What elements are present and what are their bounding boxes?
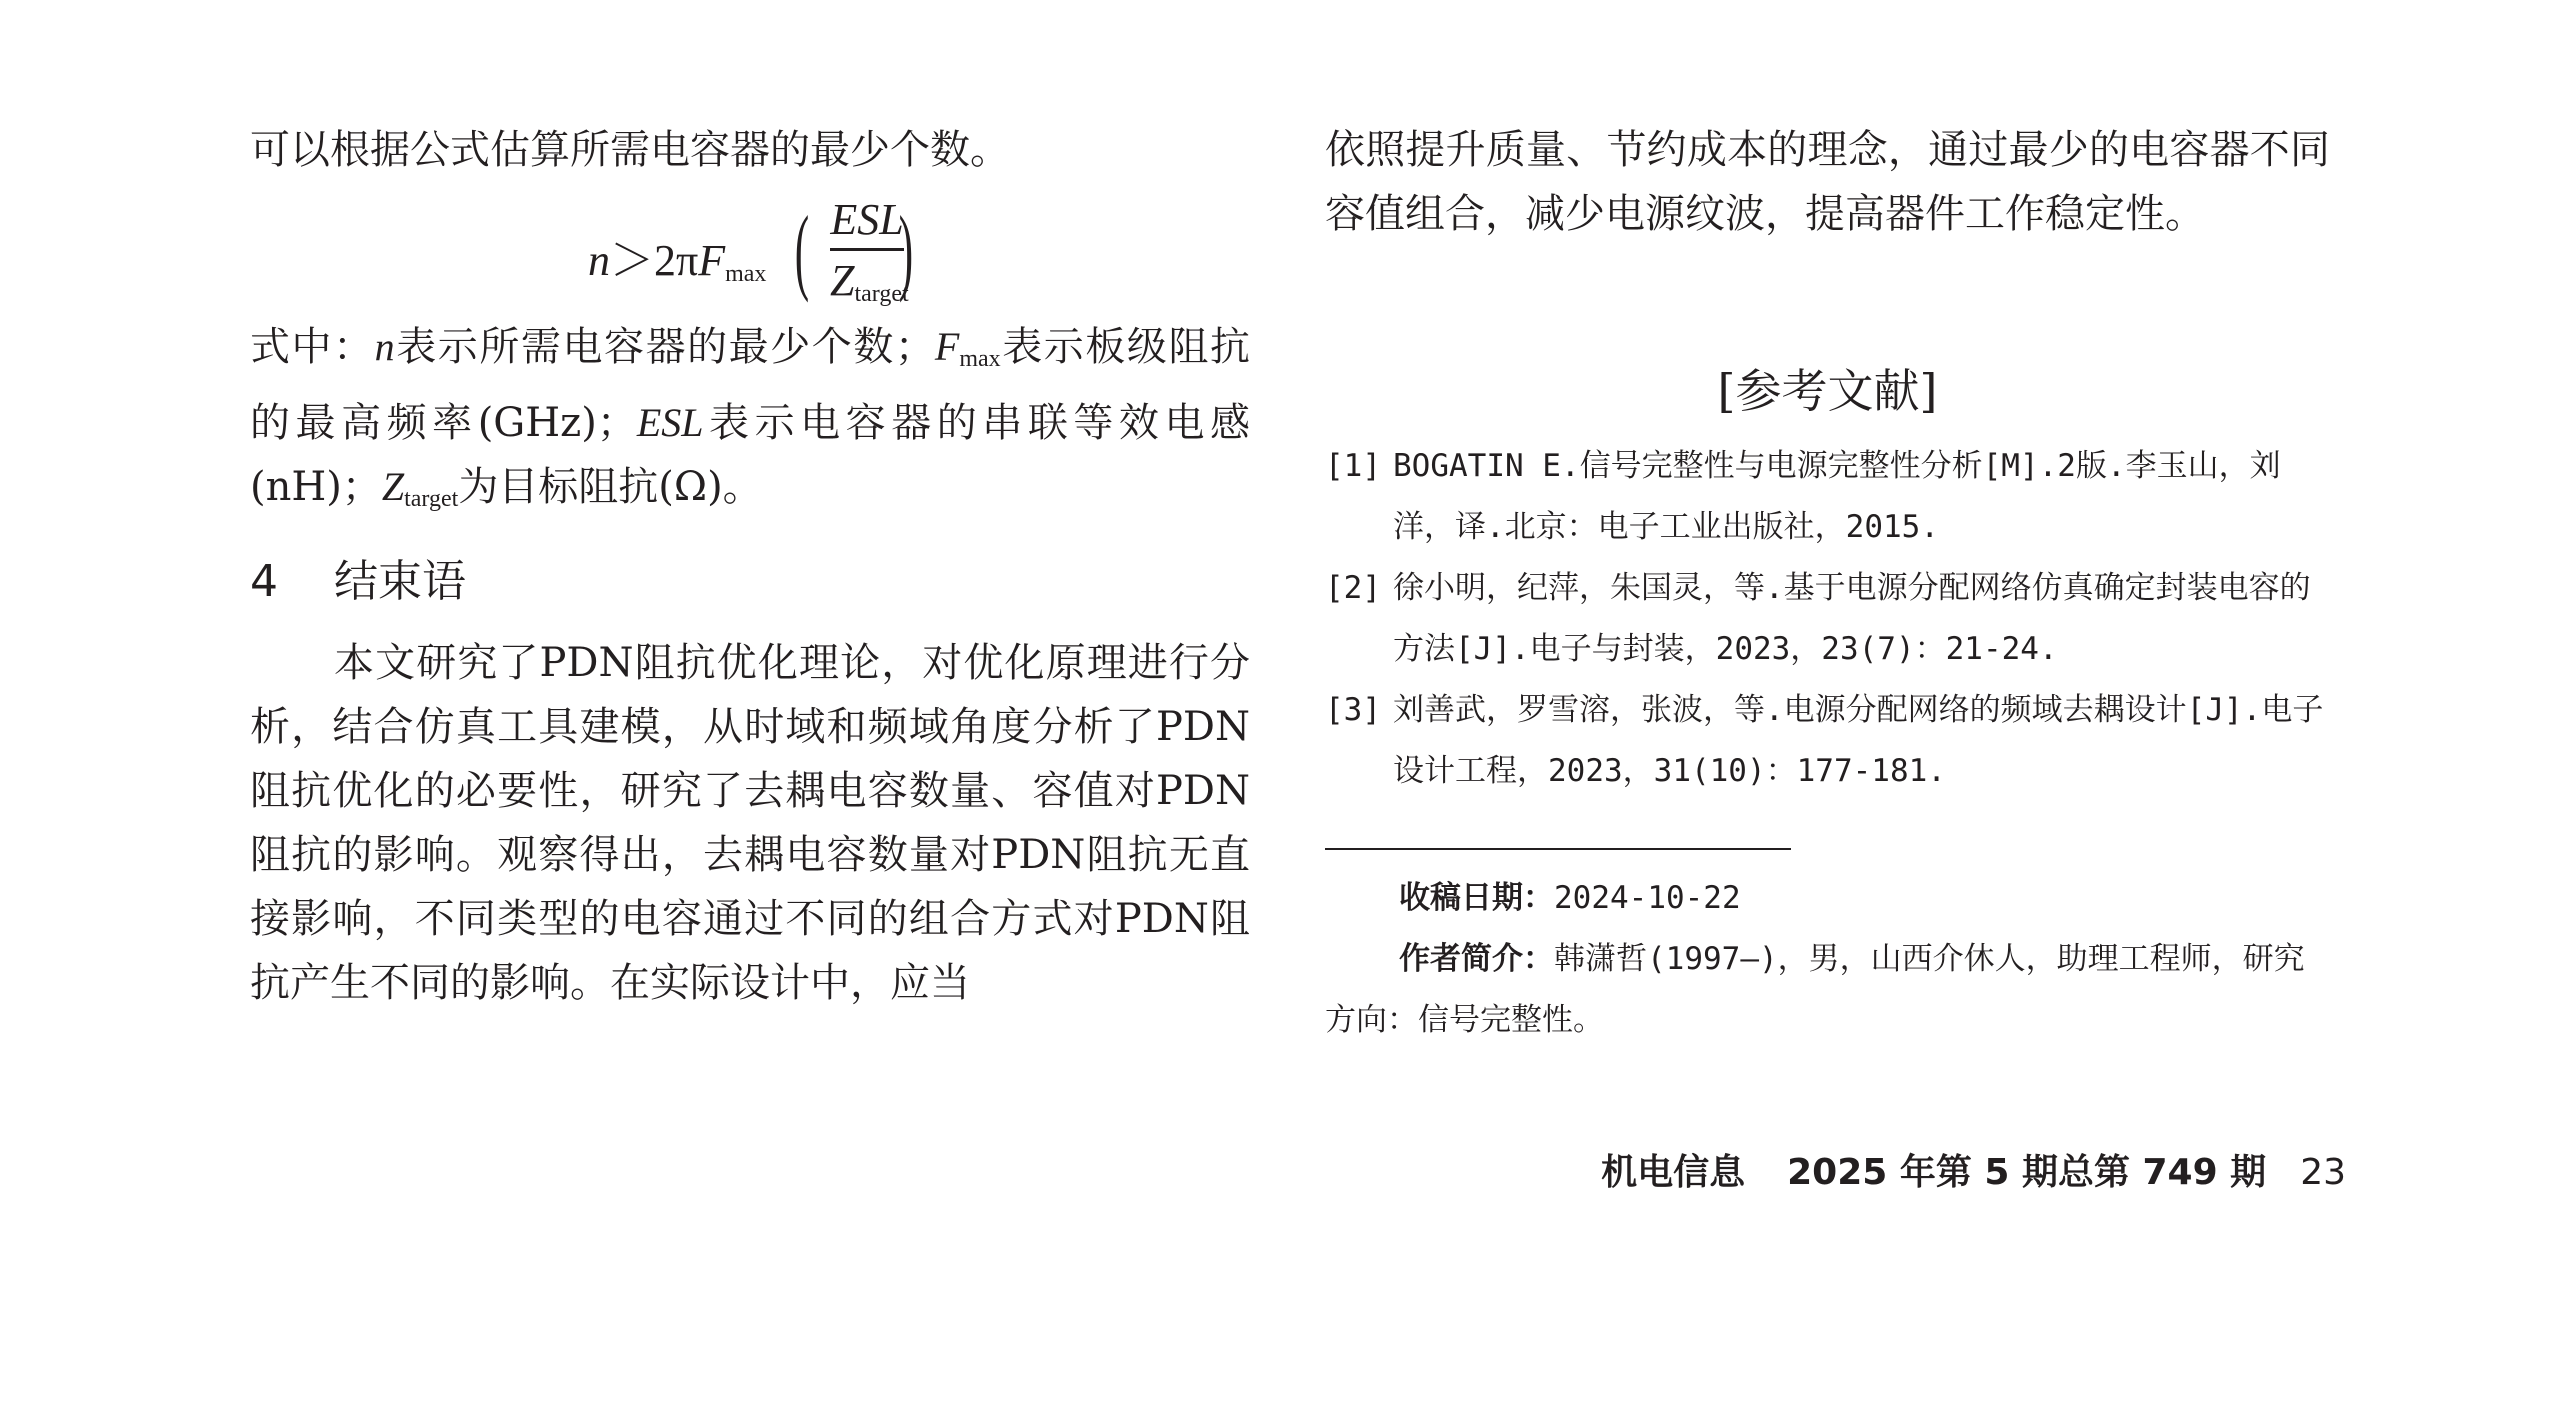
formula-z: Z — [830, 256, 855, 305]
reference-item — [1325, 680, 2330, 802]
formula-fraction — [830, 195, 909, 318]
formula-z-sub: target — [854, 281, 909, 307]
reference-label: [1] — [1325, 448, 1381, 484]
formula-n: n — [588, 236, 610, 285]
formula-denominator — [830, 256, 909, 318]
issue-info: 2025 年第 5 期总第 749 期 — [1787, 1152, 2267, 1193]
conclusion-text: 本文研究了PDN阻抗优化理论，对优化原理进行分析，结合仿真工具建模，从时域和频域角度分析了PDN阻抗优化的必要性，研究了去耦电容数量、容值对PDN阻抗的影响。观察得出，去耦电容数量对PDN阻抗无直接影响，不同类型的电容通过不同的组合方式对PDN阻抗产生不同的影响。在实际设计中，应当 — [250, 640, 1250, 1006]
reference-label: [3] — [1325, 692, 1381, 728]
formula-gt: ＞ — [610, 236, 654, 285]
left-column — [250, 118, 1250, 1015]
capacitor-count-formula — [250, 188, 1250, 313]
formula-f-sub: max — [725, 261, 767, 287]
explanation-z-sub: target — [404, 486, 459, 512]
explanation-part-1: 式中： — [250, 324, 375, 370]
footnote-divider — [1325, 848, 1791, 850]
explanation-n: n — [374, 324, 395, 369]
author-bio-note — [1325, 929, 2330, 1051]
section-heading — [250, 547, 1250, 617]
author-bio-label: 作者简介： — [1399, 941, 1554, 977]
received-date-value: 2024-10-22 — [1554, 880, 1741, 916]
formula-right-paren: ) — [898, 196, 914, 303]
reference-text: 刘善武，罗雪溶，张波，等.电源分配网络的频域去耦设计[J].电子设计工程，2023，31(10)：177-181. — [1393, 692, 2324, 789]
explanation-f-sub: max — [959, 346, 1001, 372]
formula-f: F — [698, 236, 726, 285]
section-number: 4 — [250, 556, 278, 607]
formula-numerator: ESL — [830, 195, 904, 244]
explanation-f: F — [934, 324, 960, 369]
reference-item — [1325, 436, 2330, 558]
reference-text: 徐小明，纪萍，朱国灵，等.基于电源分配网络仿真确定封装电容的方法[J].电子与封装，2023，23(7)：21-24. — [1393, 570, 2311, 667]
formula-explanation — [250, 315, 1250, 531]
reference-text: BOGATIN E.信号完整性与电源完整性分析[M].2版.李玉山，刘洋，译.北京：电子工业出版社，2015. — [1393, 448, 2281, 545]
explanation-part-4: 表示电容器的串联等效电感(nH)； — [250, 400, 1251, 510]
formula-left-paren: ( — [794, 196, 810, 303]
reference-item — [1325, 558, 2330, 680]
reference-label: [2] — [1325, 570, 1381, 606]
formula-fraction-bar — [830, 248, 904, 251]
explanation-part-5: 为目标阻抗(Ω)。 — [458, 464, 763, 510]
page-number: 23 — [2300, 1152, 2346, 1193]
section-title: 结束语 — [334, 556, 466, 607]
formula-two-pi: 2π — [654, 236, 699, 285]
intro-text: 可以根据公式估算所需电容器的最少个数。 — [250, 127, 1010, 173]
references-title: [参考文献] — [1717, 364, 1938, 418]
explanation-z: Z — [381, 464, 405, 509]
explanation-esl: ESL — [636, 400, 704, 445]
received-date-label: 收稿日期： — [1399, 880, 1554, 916]
received-date-note — [1325, 868, 2330, 929]
formula-lhs — [588, 224, 766, 288]
page-footer — [1601, 1144, 2346, 1195]
right-column — [1325, 118, 2330, 1051]
author-bio-value: 韩潇哲(1997—)，男，山西介休人，助理工程师，研究方向：信号完整性。 — [1325, 941, 2305, 1038]
journal-name: 机电信息 — [1601, 1152, 1746, 1193]
explanation-part-2: 表示所需电容器的最少个数； — [394, 324, 935, 370]
conclusion-continuation: 依照提升质量、节约成本的理念，通过最少的电容器不同容值组合，减少电源纹波，提高器件工作稳定性。 — [1325, 127, 2330, 237]
explanation-part-3: 表示板级阻抗的最高频率(GHz)； — [250, 324, 1251, 446]
